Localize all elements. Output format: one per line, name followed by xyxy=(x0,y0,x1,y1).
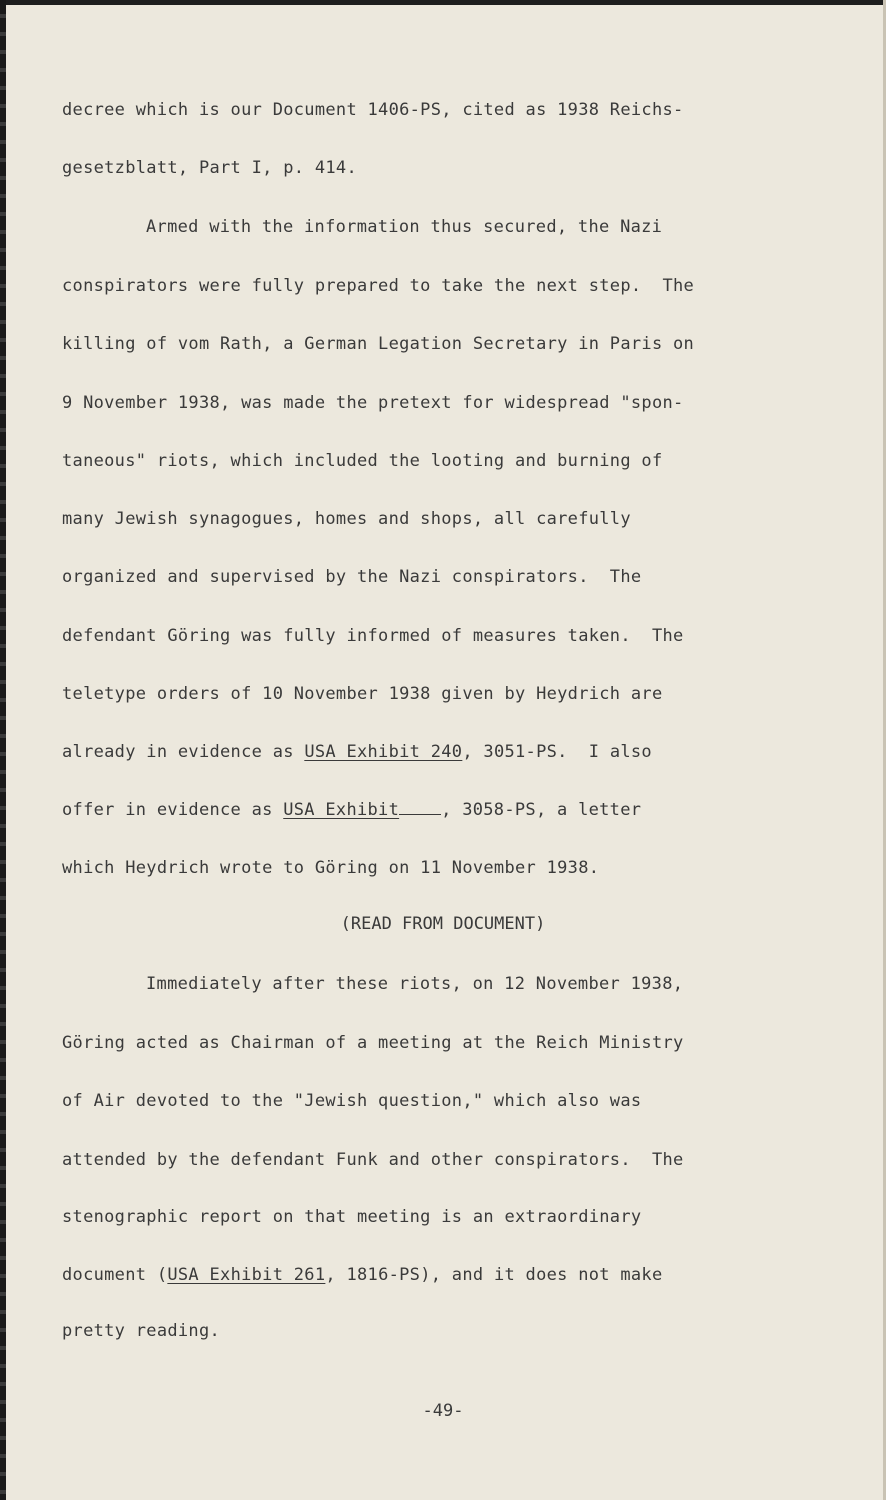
text-line: many Jewish synagogues, homes and shops, all carefully xyxy=(62,509,631,529)
text-line: Armed with the information thus secured, the Nazi xyxy=(146,217,663,237)
text-segment: already in evidence as xyxy=(62,742,305,762)
text-line: organized and supervised by the Nazi conspirators. The xyxy=(62,567,642,587)
text-line: killing of vom Rath, a German Legation Secretary in Paris on xyxy=(62,334,695,354)
exhibit-number-blank xyxy=(399,813,441,815)
text-line: 9 November 1938, was made the pretext for widespread "spon- xyxy=(62,393,684,413)
page-number: -49- xyxy=(422,1401,464,1421)
text-line: defendant Göring was fully informed of measures taken. The xyxy=(62,626,684,646)
stage-direction: (READ FROM DOCUMENT) xyxy=(340,914,546,934)
text-line: of Air devoted to the "Jewish question," which also was xyxy=(62,1091,642,1111)
text-line: which Heydrich wrote to Göring on 11 November 1938. xyxy=(62,858,600,878)
text-line: Immediately after these riots, on 12 November 1938, xyxy=(146,974,684,994)
text-line xyxy=(62,742,652,762)
exhibit-reference: USA Exhibit xyxy=(283,800,400,820)
exhibit-reference: USA Exhibit 240 xyxy=(304,742,463,762)
exhibit-reference: USA Exhibit 261 xyxy=(167,1265,326,1285)
text-segment: offer in evidence as xyxy=(62,800,284,820)
scan-edge-left xyxy=(0,0,6,1500)
text-line: Göring acted as Chairman of a meeting at the Reich Ministry xyxy=(62,1033,684,1053)
text-line: taneous" riots, which included the looting and burning of xyxy=(62,451,663,471)
text-line: attended by the defendant Funk and other conspirators. The xyxy=(62,1150,684,1170)
text-segment: , 1816-PS), and it does not make xyxy=(325,1265,663,1285)
text-segment: , 3058-PS, a letter xyxy=(441,800,642,820)
text-line: stenographic report on that meeting is an extraordinary xyxy=(62,1207,642,1227)
scan-edge-top xyxy=(0,0,886,5)
text-line xyxy=(62,1265,663,1285)
text-line: conspirators were fully prepared to take the next step. The xyxy=(62,276,695,296)
text-segment: document ( xyxy=(62,1265,168,1285)
text-segment: , 3051-PS. I also xyxy=(462,742,652,762)
text-line xyxy=(62,800,641,820)
text-line: pretty reading. xyxy=(62,1321,221,1341)
text-line: gesetzblatt, Part I, p. 414. xyxy=(62,158,357,178)
text-line: teletype orders of 10 November 1938 given by Heydrich are xyxy=(62,684,663,704)
text-line: decree which is our Document 1406-PS, cited as 1938 Reichs- xyxy=(62,100,684,120)
